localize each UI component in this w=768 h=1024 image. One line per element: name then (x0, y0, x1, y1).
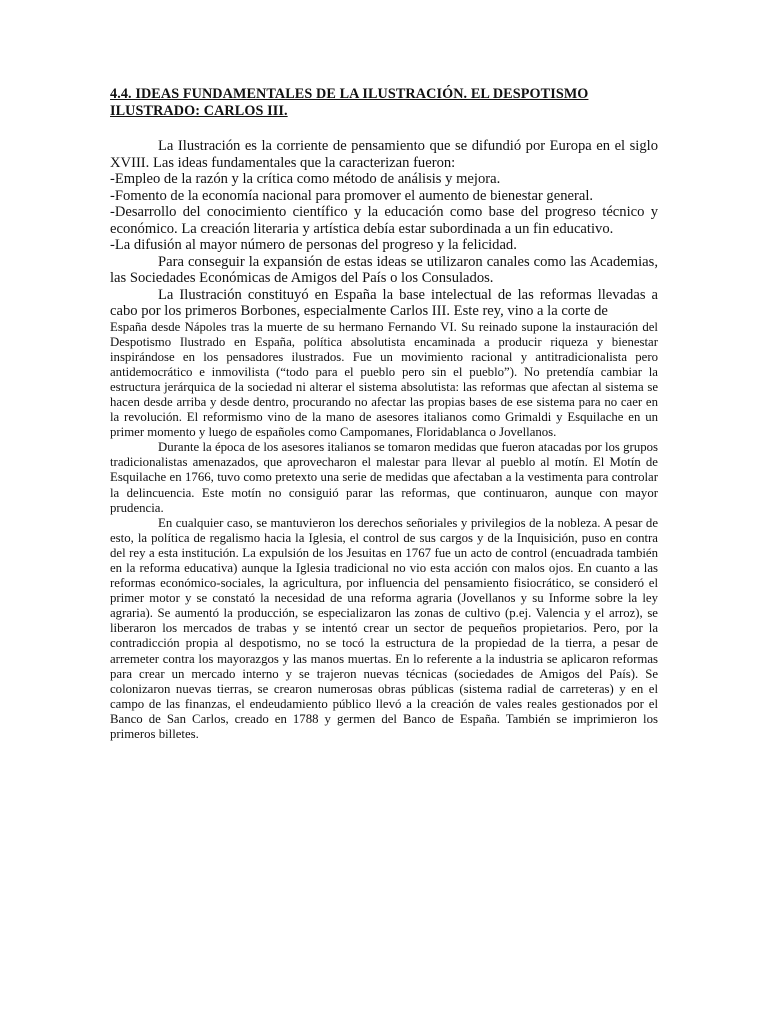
reforms-paragraph: En cualquier caso, se mantuvieron los derechos señoriales y privilegios de la nobleza. A pesar de esto, la política de regalismo hacia la Iglesia, el control de sus cargos y de la Inquisición, puso en contra del rey a esta institución. La expulsión de los Jesuitas en 1767 fue un acto de control (encuadrada también en la reforma educativa) aunque la Iglesia tradicional no vio esta acción con malos ojos. En cuanto a las reformas económico-sociales, la agricultura, por influencia del pensamiento fisiocrático, se consideró el primer motor y se constató la necesidad de una reforma agraria (Jovellanos y su Informe sobre la ley agraria). Se aumentó la producción, se especializaron las zonas de cultivo (p.ej. Valencia y el arroz), se liberaron los mercados de trabas y se intentó crear un sector de pequeños propietarios. Pero, por la contradicción propia al despotismo, no se tocó la estructura de la propiedad de la tierra, a pesar de arremeter contra los mayorazgos y las manos muertas. En lo referente a la industria se aplicaron reformas para crear un mercado interno y se trajeron nuevas técnicas (sociedades de Amigos del País). Se colonizaron nuevas tierras, se crearon numerosas obras públicas (sistema radial de carreteras) y en el campo de las finanzas, el endeudamiento público llevó a la creación de vales reales gestionados por el Banco de San Carlos, creado en 1788 y germen del Banco de España. También se imprimieron los primeros billetes. (110, 515, 658, 742)
carlos-paragraph-lead: La Ilustración constituyó en España la base intelectual de las reformas llevadas a cabo por los primeros Borbones, especialmente Carlos III. Este rey, vino a la corte de (110, 286, 658, 319)
carlos-paragraph-body: España desde Nápoles tras la muerte de su hermano Fernando VI. Su reinado supone la instauración del Despotismo Ilustrado en España, política absolutista encaminada a producir riqueza y bienestar inspirándose en los pensadores ilustrados. Fue un movimiento racional y antitradicionalista pero antidemocrático e inmovilista (“todo para el pueblo pero sin el pueblo”). No pretendía cambiar la estructura jerárquica de la sociedad ni alterar el sistema absolutista: las reformas que afectan al sistema se hacen desde arriba y desde dentro, procurando no afectar las propias bases de ese sistema para no caer en la revolución. El reformismo vino de la mano de asesores italianos como Grimaldi y Esquilache en un primer momento y luego de españoles como Campomanes, Floridablanca o Jovellanos. (110, 319, 658, 440)
document-page (110, 86, 658, 742)
list-item: -La difusión al mayor número de personas del progreso y la felicidad. (110, 237, 517, 253)
document-title (110, 86, 658, 119)
list-item: -Desarrollo del conocimiento científico y la educación como base del progreso técnico y económico. La creación literaria y artística debía estar subordinada a un fin educativo. (110, 204, 658, 237)
ideas-list (110, 171, 658, 254)
title-line-2: ILUSTRADO: CARLOS III. (110, 102, 288, 119)
asesores-paragraph: Durante la época de los asesores italianos se tomaron medidas que fueron atacadas por los grupos tradicionalistas amenazados, que aprovecharon el malestar para llevar al pueblo al motín. El Motín de Esquilache en 1766, tuvo como pretexto una serie de medidas que afectaban a la vestimenta para controlar la delincuencia. Este motín no consiguió parar las reformas, que continuaron, aunque con mayor prudencia. (110, 440, 658, 515)
expansion-paragraph: Para conseguir la expansión de estas ideas se utilizaron canales como las Academias, las Sociedades Económicas de Amigos del País o los Consulados. (110, 253, 658, 286)
title-line-1: 4.4. IDEAS FUNDAMENTALES DE LA ILUSTRACIÓN. EL DESPOTISMO (110, 86, 589, 102)
intro-paragraph: La Ilustración es la corriente de pensamiento que se difundió por Europa en el siglo XVIII. Las ideas fundamentales que la caracterizan fueron: (110, 138, 658, 171)
list-item: -Fomento de la economía nacional para promover el aumento de bienestar general. (110, 187, 594, 204)
list-item: -Empleo de la razón y la crítica como método de análisis y mejora. (110, 171, 501, 187)
